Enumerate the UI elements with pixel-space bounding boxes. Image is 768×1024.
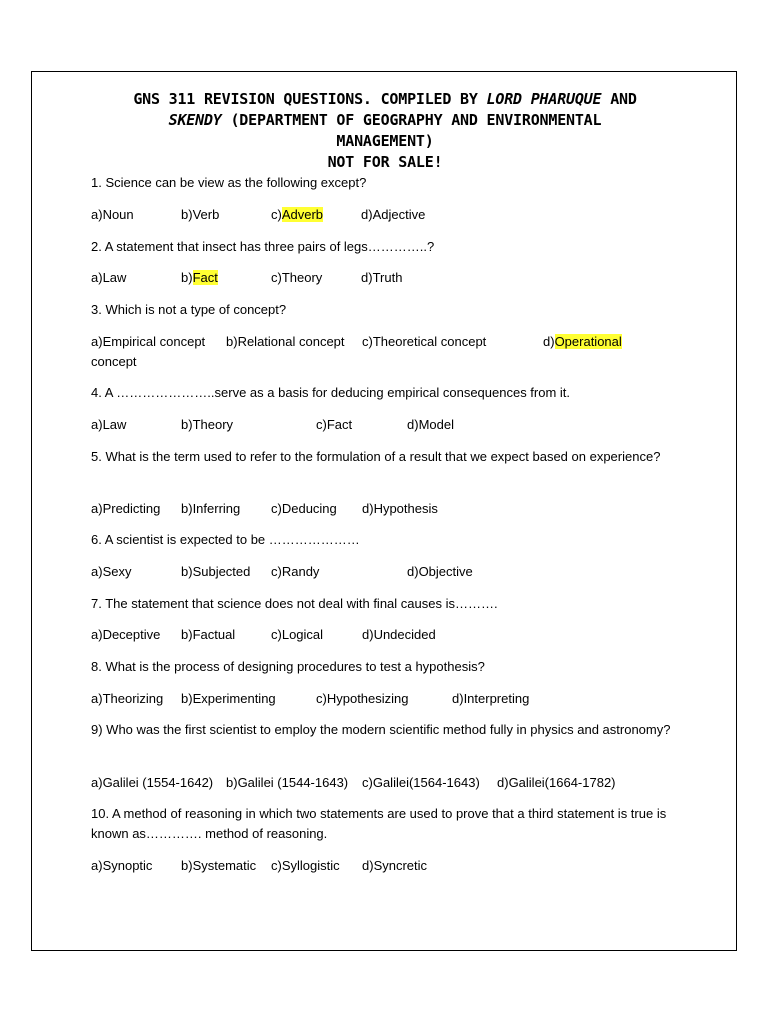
option-10b: b)Systematic <box>181 858 257 873</box>
title-line-4: NOT FOR SALE! <box>327 153 443 171</box>
option-1c: c)Adverb <box>271 207 324 222</box>
option-6b: b)Subjected <box>181 564 251 579</box>
option-2a: a)Law <box>91 270 127 285</box>
question-8: 8. What is the process of designing procedures to test a hypothesis? <box>91 659 485 674</box>
answer-highlight: Operational <box>554 334 622 349</box>
option-9a: a)Galilei (1554-1642) <box>91 775 214 790</box>
answer-highlight: Adverb <box>281 207 324 222</box>
option-6a: a)Sexy <box>91 564 132 579</box>
question-9: 9) Who was the first scientist to employ the modern scientific method fully in physics and astronomy? <box>91 722 671 737</box>
option-6d: d)Objective <box>407 564 473 579</box>
question-6: 6. A scientist is expected to be ………………… <box>91 532 360 547</box>
option-1a: a)Noun <box>91 207 134 222</box>
option-2d: d)Truth <box>361 270 403 285</box>
option-8d: d)Interpreting <box>452 691 530 706</box>
option-5d: d)Hypothesis <box>362 501 438 516</box>
option-7a: a)Deceptive <box>91 627 161 642</box>
option-3c: c)Theoretical concept <box>362 334 487 349</box>
question-10: 10. A method of reasoning in which two statements are used to prove that a third statement is true is known as…………. method of reasoning. <box>91 806 667 841</box>
option-10d: d)Syncretic <box>362 858 428 873</box>
option-4b: b)Theory <box>181 417 234 432</box>
question-2: 2. A statement that insect has three pairs of legs…………..? <box>91 239 435 254</box>
option-7d: d)Undecided <box>362 627 436 642</box>
option-9b: b)Galilei (1544-1643) <box>226 775 349 790</box>
option-3b: b)Relational concept <box>226 334 345 349</box>
question-1: 1. Science can be view as the following except? <box>91 175 367 190</box>
option-10a: a)Synoptic <box>91 858 153 873</box>
option-9c: c)Galilei(1564-1643) <box>362 775 480 790</box>
option-10c: c)Syllogistic <box>271 858 340 873</box>
option-5a: a)Predicting <box>91 501 161 516</box>
page-title <box>60 89 710 173</box>
option-8c: c)Hypothesizing <box>316 691 409 706</box>
option-8b: b)Experimenting <box>181 691 276 706</box>
option-4a: a)Law <box>91 417 127 432</box>
option-1d: d)Adjective <box>361 207 426 222</box>
option-4d: d)Model <box>407 417 454 432</box>
title-line-1: GNS 311 REVISION QUESTIONS. COMPILED BY LORD PHARUQUE AND <box>133 90 637 108</box>
author-2: SKENDY <box>168 111 222 129</box>
question-5: 5. What is the term used to refer to the formulation of a result that we expect based on experience? <box>91 449 661 464</box>
option-6c: c)Randy <box>271 564 320 579</box>
option-4c: c)Fact <box>316 417 353 432</box>
option-9d: d)Galilei(1664-1782) <box>497 775 616 790</box>
question-7: 7. The statement that science does not deal with final causes is………. <box>91 596 498 611</box>
question-4: 4. A …………………..serve as a basis for deducing empirical consequences from it. <box>91 385 571 400</box>
option-2c: c)Theory <box>271 270 323 285</box>
option-3d-continuation: concept <box>91 354 137 369</box>
option-1b: b)Verb <box>181 207 220 222</box>
title-line-2: SKENDY (DEPARTMENT OF GEOGRAPHY AND ENVIRONMENTAL <box>168 111 602 129</box>
option-7b: b)Factual <box>181 627 236 642</box>
author-1: LORD PHARUQUE <box>486 90 602 108</box>
option-8a: a)Theorizing <box>91 691 164 706</box>
option-5b: b)Inferring <box>181 501 241 516</box>
answer-highlight: Fact <box>192 270 218 285</box>
option-3a: a)Empirical concept <box>91 334 206 349</box>
option-2b: b)Fact <box>181 270 218 285</box>
option-3d: d)Operational <box>543 334 622 349</box>
option-5c: c)Deducing <box>271 501 337 516</box>
title-line-3: MANAGEMENT) <box>336 132 434 150</box>
option-7c: c)Logical <box>271 627 324 642</box>
question-3: 3. Which is not a type of concept? <box>91 302 287 317</box>
